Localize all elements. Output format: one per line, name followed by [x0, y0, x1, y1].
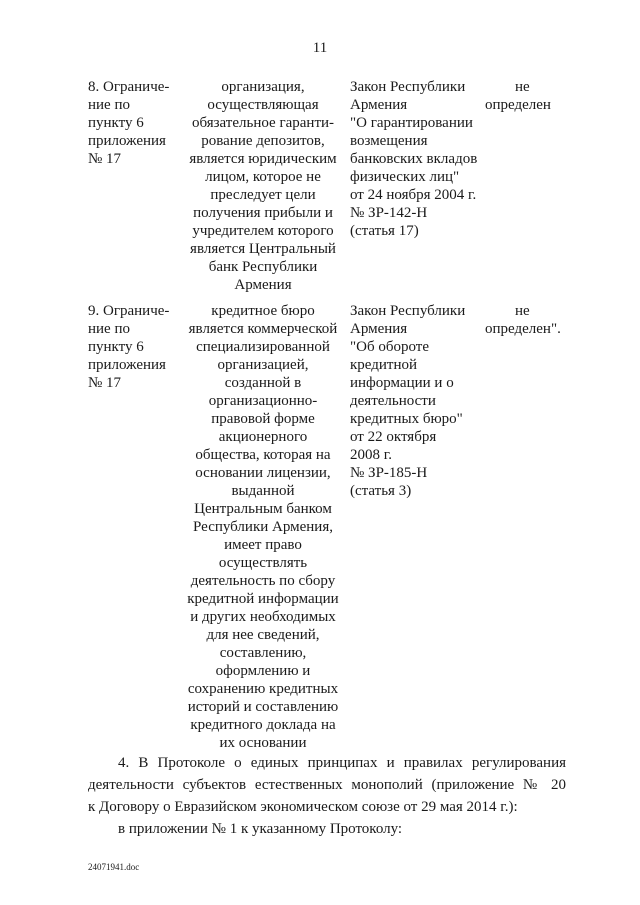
cell-line: составлению, — [219, 645, 307, 661]
cell-line: имеет право — [224, 537, 302, 553]
cell-line: созданной в — [224, 375, 302, 391]
cell-line: № ЗР-142-Н — [350, 205, 428, 221]
cell-line: акционерного — [218, 429, 308, 445]
cell-line: возмещения — [350, 133, 428, 149]
cell-line: осуществлять — [218, 555, 308, 571]
cell-line: обязательное гаранти- — [191, 115, 335, 131]
cell-line: получения прибыли и — [193, 205, 333, 221]
cell-line: ние по — [88, 321, 130, 337]
cell-line: "Об обороте — [350, 339, 429, 355]
cell-line: кредитной — [350, 357, 418, 373]
cell-line: является Центральный — [190, 241, 336, 257]
cell-line: № 17 — [88, 375, 122, 391]
cell-line: 9. Ограниче- — [88, 303, 170, 319]
cell-line: приложения — [88, 357, 166, 373]
cell-line: информации и о — [350, 375, 454, 391]
cell-line: правовой форме — [211, 411, 315, 427]
row-description-cell — [184, 78, 342, 294]
cell-line: (статья 17) — [350, 223, 419, 239]
cell-line: № ЗР-185-Н — [350, 465, 428, 481]
cell-line: определен — [485, 97, 551, 113]
cell-line: ние по — [88, 97, 130, 113]
paragraph-line: в приложении № 1 к указанному Протоколу: — [118, 821, 403, 837]
cell-line: приложения — [88, 133, 166, 149]
cell-line: основании лицензии, — [195, 465, 331, 481]
cell-line: Закон Республики — [350, 303, 466, 319]
row-description-cell — [184, 302, 342, 752]
cell-line: является юридическим — [189, 151, 337, 167]
cell-line: Армения — [350, 321, 408, 337]
row-restriction-cell — [88, 78, 176, 168]
cell-line: № 17 — [88, 151, 122, 167]
paragraph-line: к Договору о Евразийском экономическом союзе от 29 мая 2014 г.): — [88, 799, 518, 815]
row-law-cell — [350, 78, 490, 240]
page-number: 11 — [312, 40, 328, 56]
cell-line: деятельность по сбору — [190, 573, 336, 589]
cell-line: не — [515, 79, 530, 95]
cell-line: для нее сведений, — [206, 627, 320, 643]
cell-line: кредитное бюро — [211, 303, 315, 319]
cell-line: учредителем которого — [192, 223, 334, 239]
cell-line: деятельности — [350, 393, 436, 409]
cell-line: и других необходимых — [190, 609, 336, 625]
cell-line: Армения — [234, 277, 292, 293]
cell-line: общества, которая на — [195, 447, 331, 463]
cell-line: лицом, которое не — [205, 169, 321, 185]
cell-line: банковских вкладов — [350, 151, 478, 167]
cell-line: кредитного доклада на — [190, 717, 336, 733]
cell-line: рование депозитов, — [201, 133, 325, 149]
paragraph-line: деятельности субъектов естественных монополий (приложение № 20 — [88, 777, 566, 793]
cell-line: Закон Республики — [350, 79, 466, 95]
cell-line: физических лиц" — [350, 169, 460, 185]
cell-line: Армения — [350, 97, 408, 113]
cell-line: кредитной информации — [187, 591, 339, 607]
cell-line: пункту 6 — [88, 339, 144, 355]
cell-line: организацией, — [217, 357, 309, 373]
paragraph-line: 4. В Протоколе о единых принципах и правилах регулирования — [118, 755, 566, 771]
cell-line: их основании — [219, 735, 307, 751]
cell-line: организация, — [221, 79, 305, 95]
cell-line: (статья 3) — [350, 483, 412, 499]
cell-line: является коммерческой — [188, 321, 338, 337]
cell-line: определен". — [485, 321, 561, 337]
cell-line: выданной — [231, 483, 295, 499]
cell-line: банк Республики — [208, 259, 318, 275]
cell-line: от 24 ноября 2004 г. — [350, 187, 477, 203]
cell-line: пункту 6 — [88, 115, 144, 131]
cell-line: оформлению и — [215, 663, 311, 679]
cell-line: Республики Армения, — [193, 519, 333, 535]
cell-line: специализированной — [196, 339, 330, 355]
row-law-cell — [350, 302, 490, 500]
cell-line: не — [515, 303, 530, 319]
cell-line: кредитных бюро" — [350, 411, 463, 427]
cell-line: 8. Ограниче- — [88, 79, 170, 95]
cell-line: сохранению кредитных — [187, 681, 339, 697]
row-restriction-cell — [88, 302, 176, 392]
cell-line: "О гарантировании — [350, 115, 473, 131]
cell-line: осуществляющая — [207, 97, 319, 113]
cell-line: историй и составлению — [187, 699, 339, 715]
footer-filename: 24071941.doc — [88, 862, 140, 872]
cell-line: преследует цели — [210, 187, 316, 203]
cell-line: Центральным банком — [194, 501, 332, 517]
cell-line: 2008 г. — [350, 447, 392, 463]
cell-line: организационно- — [208, 393, 318, 409]
body-paragraph — [88, 752, 566, 840]
cell-line: от 22 октября — [350, 429, 437, 445]
